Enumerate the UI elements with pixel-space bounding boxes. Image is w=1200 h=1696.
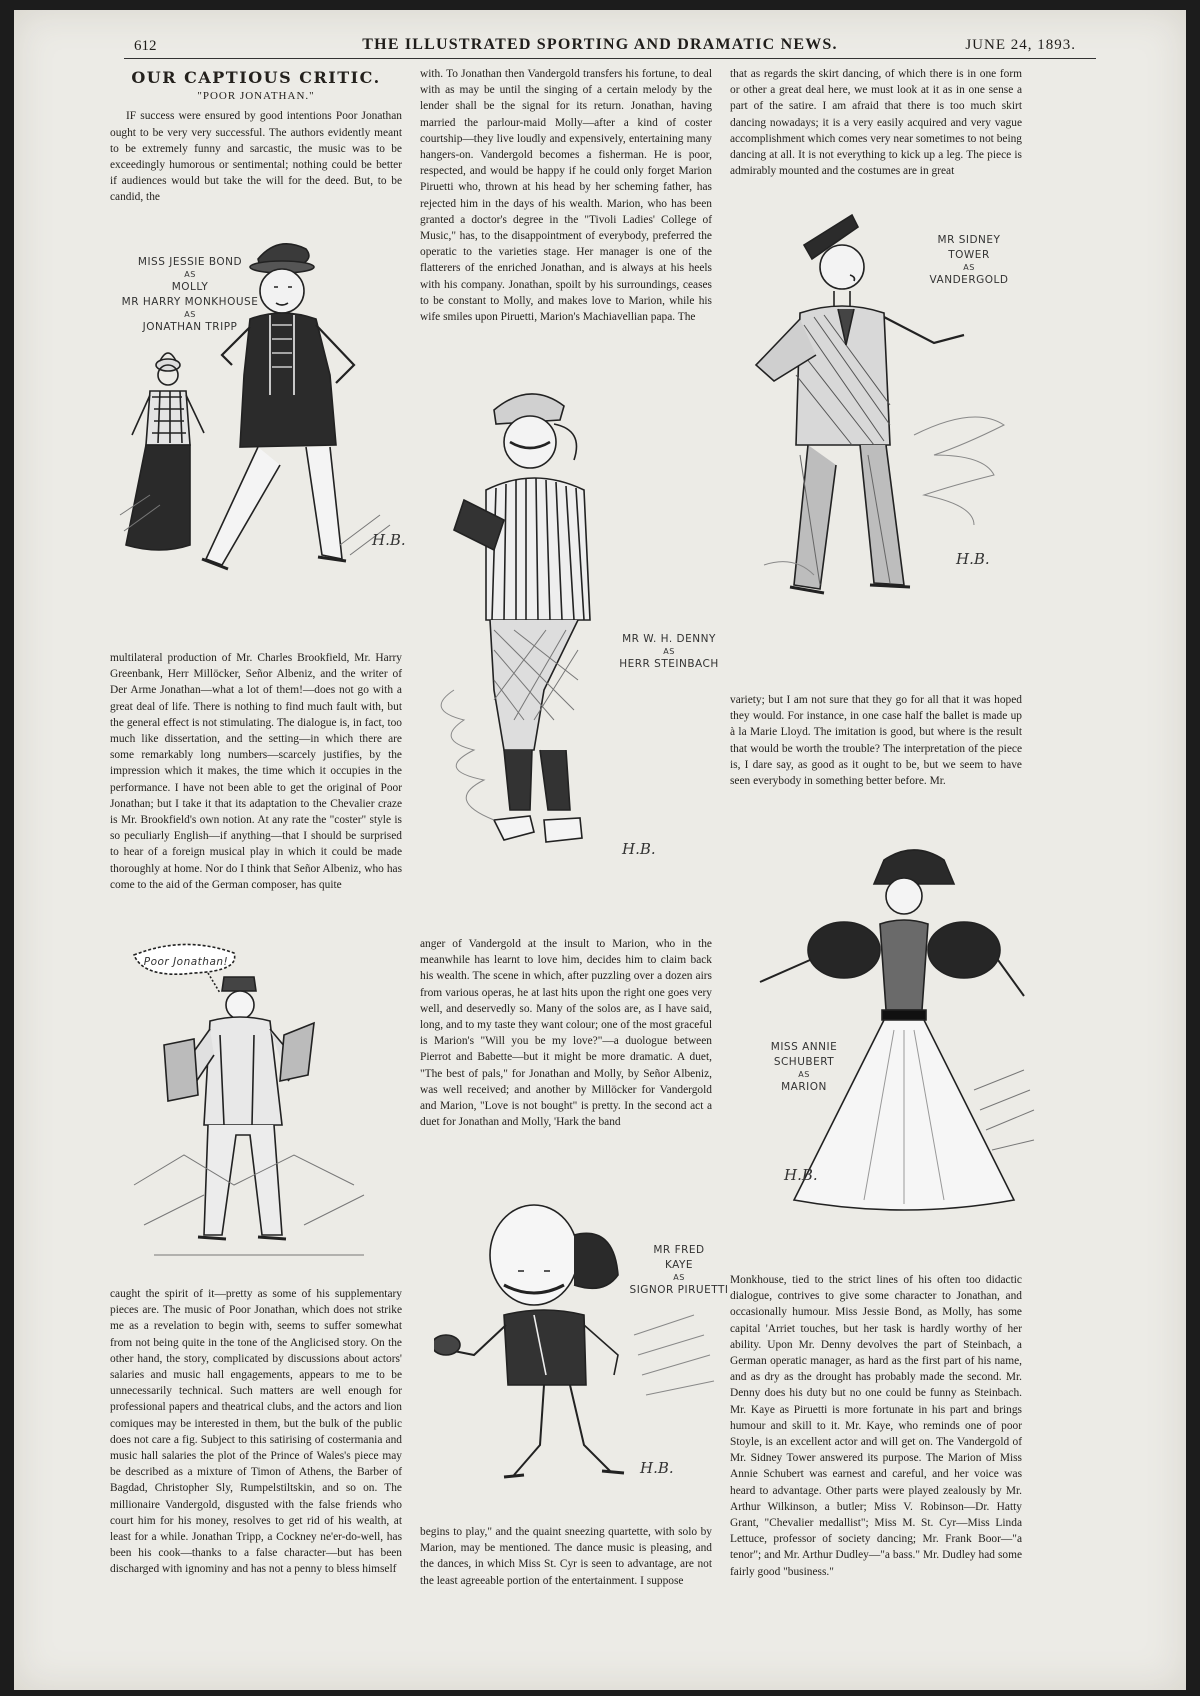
caption-line: MARION <box>781 1081 827 1093</box>
article-col2-top <box>420 66 712 325</box>
caption-steinbach <box>594 632 744 672</box>
caption-line: AS <box>663 647 675 656</box>
caption-line: KAYE <box>664 1259 694 1271</box>
article-col2-bottom <box>420 1524 712 1589</box>
artist-monogram: H.B. <box>784 1166 818 1184</box>
paragraph: with. To Jonathan then Vandergold transfers his fortune, to deal with as may be until the singing of a certain melody by the lender shall be the signal for its return. Jonathan, having married the parlour-maid Molly—after a kind of coster courtship—they live loudly and expensively, entertaining many hangers-on. Vandergold becomes a fisherman. He is poor, respected, and would be happy if he could only forget Marion Piruetti who, thrown at his head by her scheming father, has rejected him in the days of his wealth. Marion, who has been granted a doctor's degree in the "Tivoli Ladies' College of Music," has, to the disappointment of everybody, preferred the operatic to the varieties stage. Her manager is one of the flatterers of the enriched Jonathan, and is always at his heels with his company. Jonathan, spoilt by his surroundings, ceases to be constant to Molly, and makes love to Marion, while his wife smiles upon Piruetti, Marion's Machiavellian papa. The <box>420 68 712 324</box>
article-col3-top <box>730 66 1022 179</box>
caption-line: MISS JESSIE BOND <box>137 256 243 268</box>
caption-line: MR FRED <box>653 1244 705 1256</box>
artist-monogram: H.B. <box>956 550 990 568</box>
caption-line: HERR STEINBACH <box>619 658 719 670</box>
caption-line: VANDERGOLD <box>929 274 1009 286</box>
article-subheadline: "POOR JONATHAN." <box>197 90 315 103</box>
page-number: 612 <box>134 38 157 54</box>
poor-jonathan-drawing <box>124 935 394 1275</box>
speech-bubble-poor-jonathan: Poor Jonathan! <box>143 956 229 968</box>
article-col1-top <box>110 66 402 206</box>
newspaper-page <box>14 10 1186 1690</box>
caption-line: MISS ANNIE <box>770 1041 838 1053</box>
paragraph: begins to play," and the quaint sneezing quartette, with solo by Marion, may be mentioned. The dance music is pleasing, and the dances, in which Miss St. Cyr is seen to advantage, are not the least agreeable portion of the entertainment. I suppose <box>420 1526 712 1587</box>
paragraph: anger of Vandergold at the insult to Marion, who in the meanwhile has learnt to love him, decides him to claim back his wealth. The scene in which, after puzzling over a dozen airs from various operas, he at last hits upon the right one goes very well, and deservedly so. Many of the solos are, as I have said, long, and to my taste they want colour; one of the most graceful is Marion's "Will you be my love?"—a duologue between Pierrot and Babette—but it might be more dramatic. A duet, "The best of pals," for Jonathan and Molly, by Señor Albeniz, was well received; and another by Millöcker for Vandergold and Marion, "Love is not bought" is pretty. In the second act a duet for Jonathan and Molly, 'Hark the band <box>420 938 712 1129</box>
illustration-poor-jonathan <box>124 935 394 1275</box>
caption-line: AS <box>184 310 196 319</box>
article-headline: OUR CAPTIOUS CRITIC. <box>131 68 381 87</box>
article-col3-bottom <box>730 1272 1022 1580</box>
caption-line: MR W. H. DENNY <box>622 633 716 645</box>
caption-line: SCHUBERT <box>773 1056 835 1068</box>
illustration-jonathan-and-molly <box>110 215 410 585</box>
artist-monogram: H.B. <box>640 1459 674 1477</box>
article-col3-mid <box>730 692 1022 789</box>
caption-line: JONATHAN TRIPP <box>142 321 238 333</box>
publication-title: THE ILLUSTRATED SPORTING AND DRAMATIC NEWS. <box>362 36 838 53</box>
caption-line: AS <box>798 1070 810 1079</box>
caption-line: TOWER <box>948 249 990 261</box>
paragraph: Monkhouse, tied to the strict lines of his often too didactic dialogue, contrives to give some character to Jonathan, and occasionally humour. Miss Jessie Bond, as Molly, has some capital 'Arriet touches, but her task is hardly worthy of her ability. Upon Mr. Denny devolves the part of Steinbach, a German operatic manager, as hard as the first part of his name, and as dry as the drought has probably made the second. Mr. Denny does his duty but no one could be funny as Steinbach. Mr. Kaye as Piruetti is more fortunate in his part and brings humour and skill to it. Mr. Kaye, who reminds one of poor Stoyle, is an excellent actor and will get on. The Vandergold of Mr. Sidney Tower answered its purpose. The Marion of Miss Annie Schubert was earnest and careful, and her voice was heard to advantage. Other parts were played zealously by Mr. Arthur Wilkinson, a butler; Miss V. Robinson—Dr. Hatty Grant, "Chevalier medallist"; Miss M. St. Cyr—Miss Linda Lettuce, professor of society dancing; Mr. Frank Boor—"a tenor"; and Mr. Arthur Dudley—"a bass." Mr. Dudley had some fairly good "business." <box>730 1274 1022 1578</box>
article-col2-mid <box>420 936 712 1130</box>
paragraph: variety; but I am not sure that they go for all that it was hoped they would. For instance, in one case half the ballet is made up à la Marie Lloyd. The imitation is good, but where is the result that would be worth the trouble? The interpretation of the piece is, I dare say, as good as it ought to be, but we seem to have seen everybody in something better before. Mr. <box>730 694 1022 788</box>
paragraph: multilateral production of Mr. Charles Brookfield, Mr. Harry Greenbank, Herr Millöcker, Señor Albeniz, and the writer of Der Arme Jonathan—what a lot of them!—does not go with a great deal of life. There is nothing to find much fault with, but the general effect is not stimulating. The dialogue is, in fact, too much like dissertation, and the setting—in which there are some remarkably long numbers—scarcely justifies, by the impression which it makes, the time which it occupies in the performance. I have not been able to get the original of Poor Jonathan; but I take it that its adaptation to the Chevalier craze is Mr. Brookfield's own notion. At any rate the "coster" style is so peculiarly English—if anything—that I should be surprised to hear of a foreign musical play in which it could be made thoroughly at home. Nor do I think that Señor Albeniz, who has come to the aid of the German composer, has quite <box>110 652 402 891</box>
caption-line: AS <box>184 270 196 279</box>
caption-line: MR HARRY MONKHOUSE <box>121 296 259 308</box>
caption-vandergold <box>899 233 1039 288</box>
article-col1-mid <box>110 650 402 893</box>
article-col1-bottom <box>110 1286 402 1578</box>
caption-line: MOLLY <box>171 281 209 293</box>
marion-drawing <box>754 840 1054 1220</box>
artist-monogram: H.B. <box>372 531 406 549</box>
illustration-steinbach <box>434 380 764 920</box>
caption-line: MR SIDNEY <box>937 234 1001 246</box>
illustration-marion <box>754 840 1054 1220</box>
caption-line: AS <box>963 263 975 272</box>
piruetti-drawing <box>434 1185 764 1515</box>
artist-monogram: H.B. <box>622 840 656 858</box>
paragraph: that as regards the skirt dancing, of which there is in one form or other a great deal here, we must look at it as in one sense a part of the satire. I am afraid that there is too much skirt dancing nowadays; it is a very easily acquired and very vague accomplishment which comes very near sometimes to not being dancing at all. It is not everything to kick up a leg. The piece is admirably mounted and the costumes are in great <box>730 68 1022 178</box>
masthead-rule <box>124 58 1096 59</box>
caption-line: AS <box>673 1273 685 1282</box>
caption-line: SIGNOR PIRUETTI <box>629 1284 729 1296</box>
illustration-piruetti <box>434 1185 764 1515</box>
caption-jonathan-molly <box>110 255 270 335</box>
issue-date: JUNE 24, 1893. <box>965 37 1076 53</box>
paragraph: IF success were ensured by good intentions Poor Jonathan ought to be very very successful. The authors evidently meant to be extremely funny and sarcastic, the music was to be exceedingly humorous or sentimental; nothing could be better if audiences would but take the will for the deed. But, to be candid, the <box>110 110 402 204</box>
paragraph: caught the spirit of it—pretty as some of his supplementary pieces are. The music of Poor Jonathan, which does not strike me as a revelation to begin with, seems to suffer somewhat from not being quite in the tone of the Anglicised story. On the other hand, the story, complicated by discussions about actors' salaries and music hall engagements, appears to me to be unnecessarily technical. Such matters are well enough for professional papers and theatrical clubs, and the actors and lion comiques may be interested in them, but the bulk of the public does not care a fig. Subject to this satirising of costermania and music hall salaries the plot of the Prince of Wales's piece may be described as a mixture of Timon of Athens, the Barber of Bagdad, Christopher Sly, Rumpelstiltskin, and so on. The millionaire Vandergold, disgusted with the false friends who court him for his money, resolves to get rid of his wealth, at least for a while. Jonathan Tripp, a Cockney ne'er-do-well, has been his cook—thanks to a false character—but has been discharged with ignominy and has not a penny to bless himself <box>110 1288 402 1576</box>
caption-marion <box>754 1040 854 1095</box>
masthead <box>14 10 1186 62</box>
illustration-vandergold <box>734 205 1034 635</box>
